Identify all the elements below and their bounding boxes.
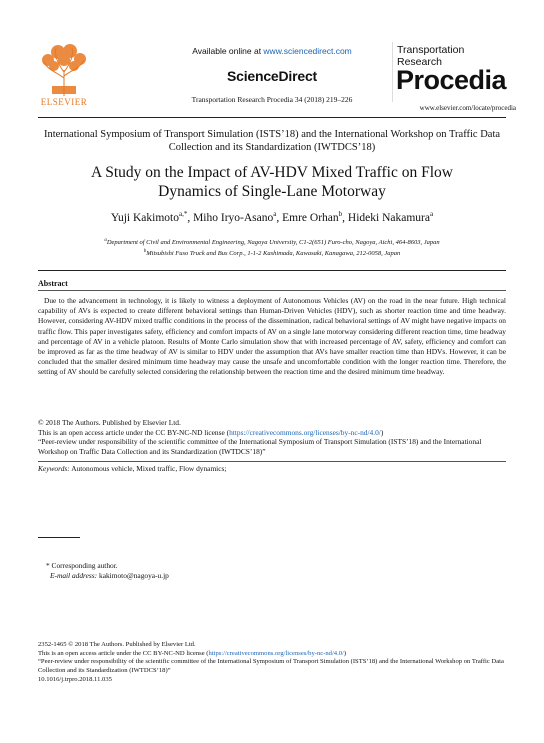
elsevier-wordmark: ELSEVIER [40,97,88,107]
license-link[interactable]: https://creativecommons.org/licenses/by-nc-nd/4.0/ [229,427,381,437]
journal-logo-line1: Transportation [397,44,465,56]
affiliation: $^b$Mitsubishi Fuso Truck and Bus Corp., 1-1-2 Kashimada, Kawasaki, Kanagawa, 212-0058, Japan [143,249,401,258]
author: Miho Iryo-Asano$^a$ [193,210,277,224]
abstract-heading-rule [38,290,506,291]
footer-license-link[interactable]: https://creativecommons.org/licenses/by-nc-nd/4.0/ [208,649,344,657]
author-list: Yuji Kakimoto$^{a,*}$, Miho Iryo-Asano$^a$, Emre Orhan$^b$, Hideki Nakamura$^a$ [110,210,434,224]
email-line: E-mail address: kakimoto@nagoya-u.jp [50,570,169,580]
abstract-heading: Abstract [38,279,68,288]
peer-review-notice: “Peer-review under responsibility of the scientific committee of the International Symposium of Transport Simulation (ISTS’18) and the International Workshop on Traffic Data Collection and its Standardization (IWTDCS’18)” [38,437,482,456]
footer-issn: 2352-1465 © 2018 The Authors. Published by Elsevier Ltd. [38,641,196,648]
keywords [38,464,506,473]
copyright-notice: © 2018 The Authors. Published by Elsevier Ltd. [38,418,181,427]
affiliations [34,236,510,258]
footnotes [46,561,486,580]
author: Emre Orhan$^b$ [282,210,343,224]
corresponding-author: * Corresponding author. [46,561,118,570]
keywords-label: Keywords: [38,464,70,473]
abstract-body: Due to the advancement in technology, it is likely to witness a deployment of Autonomous Vehicles (AV) on the road in the near future. High technical capability of AVs is expected to create different behavioral settings than Human-Driven Vehicles (HDV), such as shorter reaction time and time headway. However, considering AV-HDV mixed traffic conditions in the process of the dissemination, radical behavioral settings of AV might have negative impacts on traffic flow. This paper investigates safety, efficiency and comfort impacts of AV on a single lane motorway considering different reaction time, time headway and percentage of AV in a vehicle platoon. Results of Monte Carlo simulation show that with increased percentage of AV, safety, efficiency and comfort can be improved as far as the time headway of AV is similar to HDV under the assumption that AVs have smaller reaction time than HDVs. However, it can be concluded that the smaller desired minimum time headway may cause the unsafe and uncomfortable condition with the longer reaction time. Therefore, the setting of AV should be carefully selected considering the relationship between the reaction time and the desired minimum time headway. [38,296,506,377]
elsevier-tree-icon [38,42,90,98]
paper-title-line2: Dynamics of Single-Lane Motorway [158,183,386,200]
keywords-rule [38,461,506,462]
footer-peer-review: “Peer-review under responsibility of the scientific committee of the International Symposium of Transport Simulation (ISTS’18) and the International Workshop on Traffic Data Collection and its Standardization (IWTDCS’18)” [38,658,504,675]
journal-citation: Transportation Research Procedia 34 (2018) 219–226 [191,95,353,104]
journal-url: www.elsevier.com/locate/procedia [419,104,516,112]
sciencedirect-link[interactable]: www.sciencedirect.com [263,46,352,56]
author: Yuji Kakimoto$^{a,*}$ [110,210,188,224]
journal-logo [392,42,513,102]
elsevier-logo [38,42,90,108]
journal-logo-line2: Research [397,56,442,68]
affiliation: $^a$Department of Civil and Environmental Engineering, Nagoya University, C1-2(651) Furo-cho, Nagoya, Aichi, 464-8603, Japan [104,238,440,247]
page-footer [38,641,510,685]
paper-title-line1: A Study on the Impact of AV-HDV Mixed Traffic on Flow [91,164,453,181]
footnote-rule [38,537,80,538]
sciencedirect-brand: ScienceDirect [226,68,317,84]
paper-title [34,163,510,201]
license-block [38,418,506,456]
available-online: Available online at www.sciencedirect.com [192,46,352,56]
author: Hideki Nakamura$^a$ [347,210,434,224]
footer-license: This is an open access article under the CC BY-NC-ND license (https://creativecommons.org/licenses/by-nc-nd/4.0/) [38,649,347,657]
title-rule [38,270,506,271]
email-address: kakimoto@nagoya-u.jp [99,570,169,580]
conference-name: International Symposium of Transport Simulation (ISTS’18) and the International Workshop on Traffic Data Collection and its Standardization (IWTDCS’18) [43,129,501,153]
journal-logo-line3: Procedia [396,65,507,95]
header-rule-top [38,117,506,118]
footer-doi: 10.1016/j.trpro.2018.11.035 [38,675,112,683]
license-notice: This is an open access article under the CC BY-NC-ND license (https://creativecommons.org/licenses/by-nc-nd/4.0/) [38,427,384,437]
keywords-list: Autonomous vehicle, Mixed traffic, Flow dynamics; [71,464,227,473]
